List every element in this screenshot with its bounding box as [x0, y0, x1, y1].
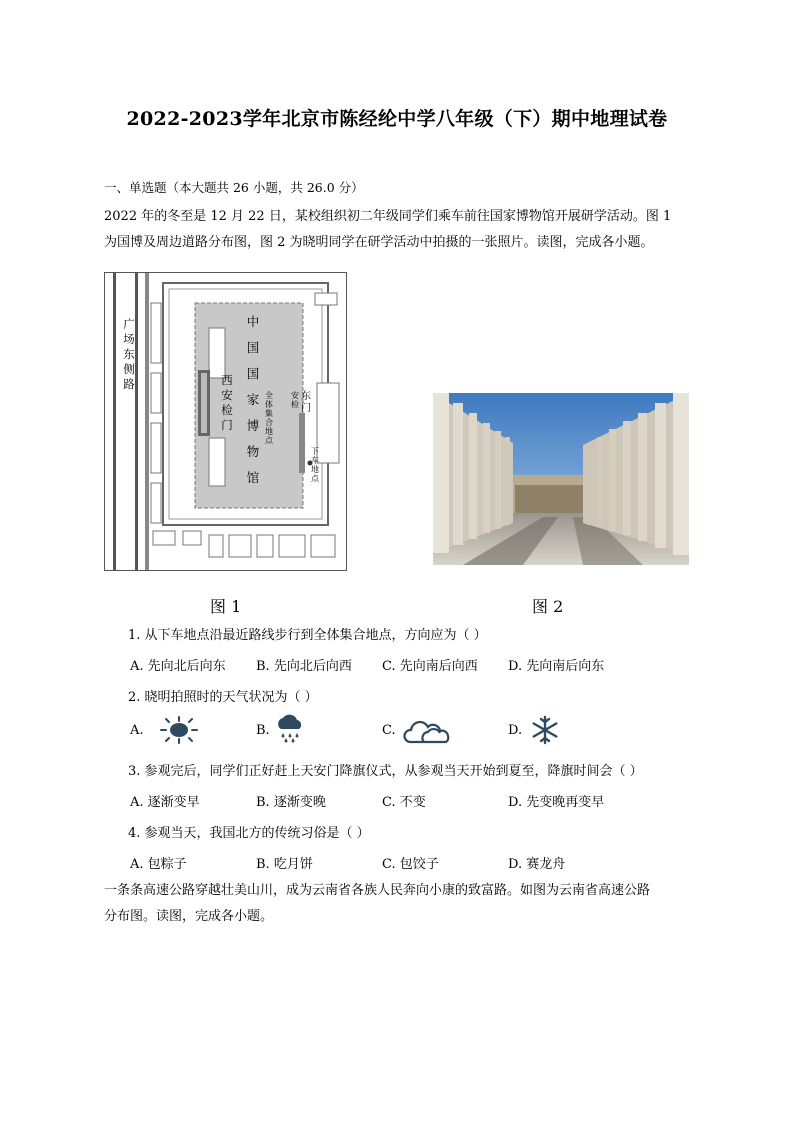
question-2-stem: 2. 晓明拍照时的天气状况为（ ）	[128, 690, 318, 705]
question-1-option-c[interactable]: C. 先向南后向西	[382, 659, 478, 674]
question-3-option-c[interactable]: C. 不变	[382, 795, 426, 810]
page-title: 2022-2023学年北京市陈经纶中学八年级（下）期中地理试卷	[126, 108, 668, 130]
west-gate-label: 西安检门	[221, 373, 233, 432]
question-3-stem: 3. 参观完后，同学们正好赶上天安门降旗仪式，从参观当天开始到夏至，降旗时间会（ ）	[128, 764, 643, 779]
question-4-stem: 4. 参观当天，我国北方的传统习俗是（ ）	[128, 826, 370, 841]
intro-line: 2022 年的冬至是 12 月 22 日，某校组织初二年级同学们乘车前往国家博物馆开展研学活动。图 1	[104, 209, 672, 224]
dropoff-label: 下车地点	[311, 447, 319, 483]
intro-line: 为国博及周边道路分布图，图 2 为晓明同学在研学活动中拍摄的一张照片。读图，完成各小题。	[104, 235, 654, 250]
museum-label: 中国国家博物馆	[246, 314, 260, 485]
figure-1-map	[104, 272, 347, 571]
question-2-option-a[interactable]: A.	[130, 723, 144, 738]
question-2-option-d[interactable]: D.	[508, 723, 523, 738]
question-1-stem: 1. 从下车地点沿最近路线步行到全体集合地点，方向应为（ ）	[128, 628, 487, 643]
question-3-option-d[interactable]: D. 先变晚再变早	[508, 795, 605, 810]
figure-2-caption: 图 2	[532, 597, 564, 616]
snow-icon	[530, 715, 560, 749]
road-label: 广场东侧路	[123, 317, 135, 391]
sunny-icon	[156, 715, 202, 749]
question-2-option-b[interactable]: B.	[256, 723, 270, 738]
security-label: 安检	[291, 391, 299, 409]
question-4-option-b[interactable]: B. 吃月饼	[256, 857, 313, 872]
east-gate-label: 东门	[301, 391, 311, 414]
question-2-option-c[interactable]: C.	[382, 723, 396, 738]
figure-1-caption: 图 1	[210, 597, 242, 616]
question-4-option-c[interactable]: C. 包饺子	[382, 857, 439, 872]
question-4-option-a[interactable]: A. 包粽子	[130, 857, 187, 872]
question-1-option-b[interactable]: B. 先向北后向西	[256, 659, 352, 674]
figure-2-photo	[433, 393, 689, 565]
section-heading: 一、单选题（本大题共 26 小题，共 26.0 分）	[104, 180, 364, 195]
assembly-point-label: 全体集合地点	[265, 391, 273, 445]
intro-paragraph-2	[104, 878, 696, 930]
intro-paragraph-1	[104, 204, 696, 256]
question-3-option-a[interactable]: A. 逐渐变早	[130, 795, 200, 810]
intro-line: 一条条高速公路穿越壮美山川，成为云南省各族人民奔向小康的致富路。如图为云南省高速公路	[104, 883, 651, 898]
question-3-option-b[interactable]: B. 逐渐变晚	[256, 795, 326, 810]
question-1-option-d[interactable]: D. 先向南后向东	[508, 659, 605, 674]
museum-photo	[433, 393, 689, 565]
question-1-option-a[interactable]: A. 先向北后向东	[130, 659, 226, 674]
intro-line: 分布图。读图，完成各小题。	[104, 909, 274, 924]
rain-icon	[275, 713, 305, 749]
cloudy-icon	[402, 716, 458, 750]
question-4-option-d[interactable]: D. 赛龙舟	[508, 857, 566, 872]
